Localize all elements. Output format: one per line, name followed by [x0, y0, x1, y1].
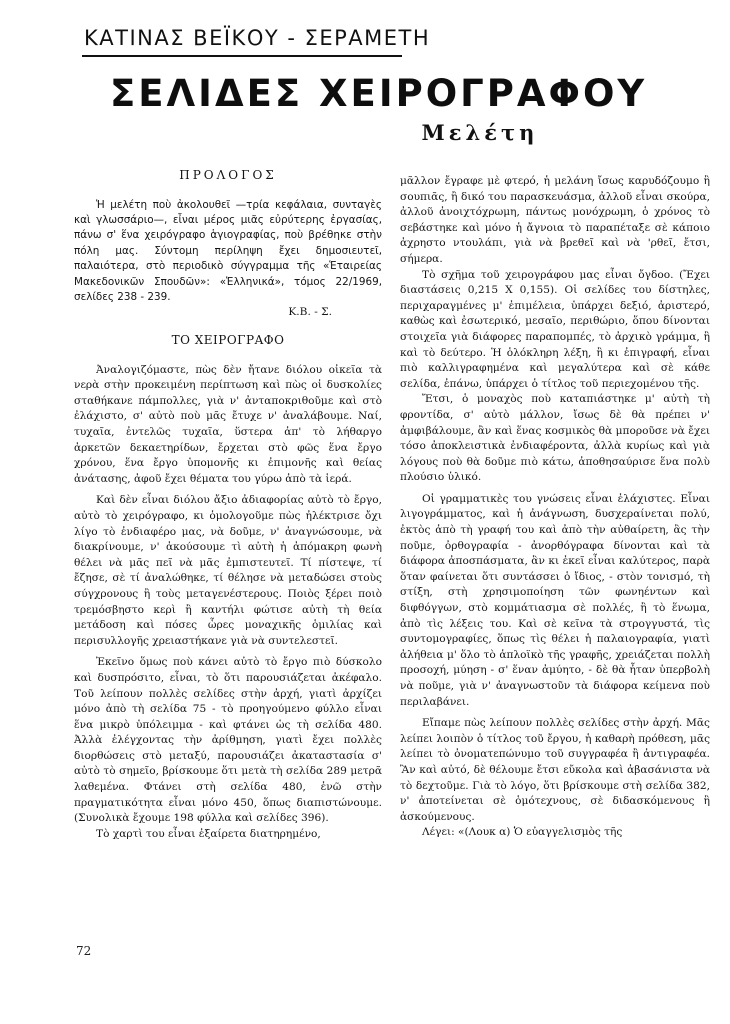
- right-column: [400, 174, 710, 841]
- left-column: [74, 168, 382, 842]
- page-number: 72: [76, 944, 92, 958]
- prologue-signature: Κ.Β. - Σ.: [288, 306, 332, 319]
- paragraph: Καὶ δὲν εἶναι διόλου ἄξιο ἀδιαφορίας αὐτὸ τὸ ἔργο, αὐτὸ τὸ χειρόγραφο, κι ὁμολογοῦμε πὼς ἠλέκτρισε ὄχι λίγο τὸ ἐνδιαφέρο μας, νὰ δοῦμε, ν' ἀναγνώσουμε, νὰ διακρίνουμε, ν' ἀκούσουμε τὶ αὐτὴ ἡ ἀπόμακρη φωνὴ θέλει νὰ μᾶς πεῖ νὰ μᾶς ἐμπιστευτεῖ. Τί πίστεψε, τί ἔζησε, σὲ τί ἀναλώθηκε, τί θέλησε νὰ μεταδώσει στοὺς σύγχρονους ἢ τοὺς μεταγενέστερους. Ποιὸς ξέρει ποιὸ τρεμόσβηστο κερὶ ἢ καντήλι φώτισε αὐτὴ τὴ θεία μετάδοση καὶ πόσες ὧρες μοναχικῆς ὁμιλίας καὶ περισυλλογῆς χρειαστήκανε γιὰ νὰ συντελεστεῖ.: [74, 494, 382, 647]
- paragraph: Λέγει: «(Λουκ α) Ὁ εὐαγγελισμὸς τῆς: [422, 826, 623, 839]
- author-underline: [82, 55, 402, 57]
- paragraph: Τὸ σχῆμα τοῦ χειρογράφου μας εἶναι ὄγδοο. (Ἔχει διαστάσεις 0,215 X 0,155). Οἱ σελίδες του δίστηλες, περιχαραγμένες μ' ἐπιμέλεια, ὑπάρχει δεξιό, ἀριστερό, καθὼς καὶ ἐσωτερικό, μεσαῖο, περιθώριο, ὅπου δίνονται στοιχεῖα γιὰ διάφορες παραπομπές, τὸ ἀρχικὸ γράμμα, ἢ καὶ τὸ δεύτερο. Ἡ ὁλόκληρη λέξη, ἢ κι ἐπιγραφή, εἶναι πιὸ καλλιγραφημένα καὶ μεγαλύτερα καὶ σὲ κάθε σελίδα, ἐπάνω, ὑπάρχει ὁ τίτλος τοῦ περιεχομένου τῆς.: [400, 268, 710, 390]
- prologue-text: Ἡ μελέτη ποὺ ἀκολουθεῖ —τρία κεφάλαια, συνταγὲς καὶ γλωσσάριο—, εἶναι μέρος μιᾶς εὐρύτερης ἐργασίας, πάνω σ' ἕνα χειρόγραφο ἁγιογραφίας, ποὺ βρέθηκε στὴν πόλη μας. Σύντομη περίληψη ἔχει δημοσιευτεῖ, παλαιότερα, στὸ περιοδικὸ σύγγραμμα τῆς «Ἑταιρείας Μακεδονικῶν Σπουδῶν»: «Ἑλληνικά», τόμος 22/1969, σελίδες 238 - 239.: [74, 198, 382, 304]
- paragraph: Εἴπαμε πὼς λείπουν πολλὲς σελίδες στὴν ἀρχή. Μᾶς λείπει λοιπὸν ὁ τίτλος τοῦ ἔργου, ἡ καθαρὴ πρόθεση, μᾶς λείπει τὸ ὀνοματεπώνυμο τοῦ συγγραφέα ἢ ἀντιγραφέα. Ἂν καὶ αὐτό, δὲ θέλουμε ἔτσι εὔκολα καὶ ἀβασάνιστα νὰ τὸ δεχτοῦμε. Γιὰ τὸ λόγο, ὅτι βρίσκουμε στὴ σελίδα 382, ν' ἀποτείνεται σὲ ὁμότεχνους, σὲ διδασκόμενους ἢ ἀσκούμενους.: [400, 717, 710, 823]
- paragraph: Ἐκεῖνο ὅμως ποὺ κάνει αὐτὸ τὸ ἔργο πιὸ δύσκολο καὶ δυσπρόσιτο, εἶναι, τὸ ὅτι παρουσιάζεται ἀκέφαλο. Τοῦ λείπουν πολλὲς σελίδες στὴν ἀρχή, γιατὶ ἀρχίζει μόνο ἀπὸ τὴ σελίδα 75 - τὸ προηγούμενο φύλλο εἶναι ἕνα μικρὸ ὑπόλειμμα - καὶ φτάνει ὡς τὴ σελίδα 480. Ἀλλὰ ἐλέγχοντας τὴν ἀρίθμηση, γιατὶ ἔχει πολλὲς διορθώσεις στὸ μεταξύ, παρουσιάζει ἀκαταστασία σ' αὐτὸ τὸ σημεῖο, βρίσκουμε ὅτι μετὰ τὴ σελίδα 289 μετρᾶ λαθεμένα. Φτάνει στὴ σελίδα 480, ἐνῶ στὴν πραγματικότητα εἶναι μόνο 450, ὅπως διαπιστώνουμε. (Συνολικὰ ἔχουμε 198 φύλλα καὶ σελίδες 396).: [74, 656, 382, 825]
- author-name: ΚΑΤΙΝΑΣ ΒΕΪΚΟΥ - ΣΕΡΑΜΕΤΗ: [84, 26, 431, 50]
- paragraph: Τὸ χαρτὶ του εἶναι ἐξαίρετα διατηρημένο,: [96, 827, 321, 840]
- page-subtitle: Μελέτη: [421, 120, 539, 145]
- page-title: ΣΕΛΙΔΕΣ ΧΕΙΡΟΓΡΑΦΟΥ: [110, 72, 648, 115]
- section-heading: ΤΟ ΧΕΙΡΟΓΡΑΦΟ: [171, 333, 285, 348]
- prologue-block: [74, 198, 382, 306]
- paragraph: Ἀναλογιζόμαστε, πὼς δὲν ἤτανε διόλου οἰκεῖα τὰ νερὰ στὴν προκειμένη περίπτωση καὶ πὼς οἱ δυσκολίες σταθήκανε πάμπολλες, γιὰ ν' ἀνταποκριθοῦμε καὶ στὸ ἐλάχιστο, σ' αὐτὸ ποὺ μᾶς ἔτυχε ν' ἀναλάβουμε. Ναί, τυχαῖα, ἐντελῶς τυχαῖα, ὕστερα ἀπ' τὸ λήθαργο ἀρκετῶν δεκαετηρίδων, ἔρχεται στὸ φῶς ἕνα ἔργο χρόνου, ἕνα ἔργο ὑπομονῆς κι ἐπιμονῆς καὶ θείας ἀνάτασης, ἀφοῦ ἔχει θέματα του γύρω ἀπὸ τὰ ἱερά.: [74, 363, 382, 485]
- paragraph: μᾶλλον ἔγραφε μὲ φτερό, ἡ μελάνη ἴσως καρυδόζουμο ἢ σουπιᾶς, ἢ δικό του παρασκευάσμα, ἀλλοῦ εἶναι σκούρα, ἀλλοῦ ἀνοιχτόχρωμη, πάντως μονόχρωμη, ὁ χρόνος τὸ σεβάστηκε καὶ μόνο ἡ ἄγνοια τὸ παραπέταξε σὲ κάποιο ἀχρηστο ντουλάπι, γιὰ νὰ βρεθεῖ καὶ νὰ 'ρθεῖ, ἔτσι, σήμερα.: [400, 175, 710, 265]
- prologue-heading: ΠΡΟΛΟΓΟΣ: [179, 168, 277, 182]
- paragraph: Οἱ γραμματικὲς του γνώσεις εἶναι ἐλάχιστες. Εἶναι λιγογράμματος, καὶ ἡ ἀνάγνωση, δυσχεραίνεται πολύ, ἐκτὸς ἀπὸ τὴ γραφή του καὶ ἀπὸ τὴν αὐθαίρετη, ἂς τὴν ποῦμε, ὀρθογραφία - ἀνορθόγραφα δίνονται καὶ τὰ διάφορα ἀποσπάσματα, ἂν κι ἐκεῖ εἶναι καλύτερος, παρὰ ὅταν φαίνεται ὅτι συντάσσει ὁ ἴδιος, - στὸν τονισμό, τὴ στίξη, στὴ χρησιμοποίηση τῶν φωνηέντων καὶ διφθόγγων, στὸ κομμάτιασμα σὲ πολλές, ἢ τὸ ἕνωμα, ἀπὸ τὶς λέξεις του. Καὶ σὲ κεῖνα τὰ στρογγυστά, τὶς συντομογραφίες, ὅπως τὶς θέλει ἡ παλαιογραφία, γιατὶ ἀλήθεια μ' ὅλο τὸ ἁπλοϊκὸ τῆς γραφῆς, χρειάζεται πολλὴ προσοχή, μύηση - σ' ἕναν ἀμύητο, - δὲ θὰ ἦταν ὑπερβολὴ νὰ ποῦμε, γιὰ ν' ἀναγνωστοῦν τὰ διάφορα κείμενα ποὺ περιλαβάνει.: [400, 492, 710, 708]
- paragraph: Ἔτσι, ὁ μοναχὸς ποὺ καταπιάστηκε μ' αὐτὴ τὴ φροντίδα, σ' αὐτὸ μάλλον, ἴσως δὲ θὰ πρέπει ν' ἀμφιβάλουμε, ἂν καὶ ἕνας κοσμικὸς θὰ μποροῦσε νὰ ἔχει τόσο ἀποκλειστικὰ ἐνδιαφέροντα, ἀλλὰ κυρίως καὶ γιὰ λόγους ποὺ θὰ δοῦμε πιὸ κάτω, ἀποθησαύρισε ἕνα πολὺ πλούσιο ὑλικό.: [400, 393, 710, 484]
